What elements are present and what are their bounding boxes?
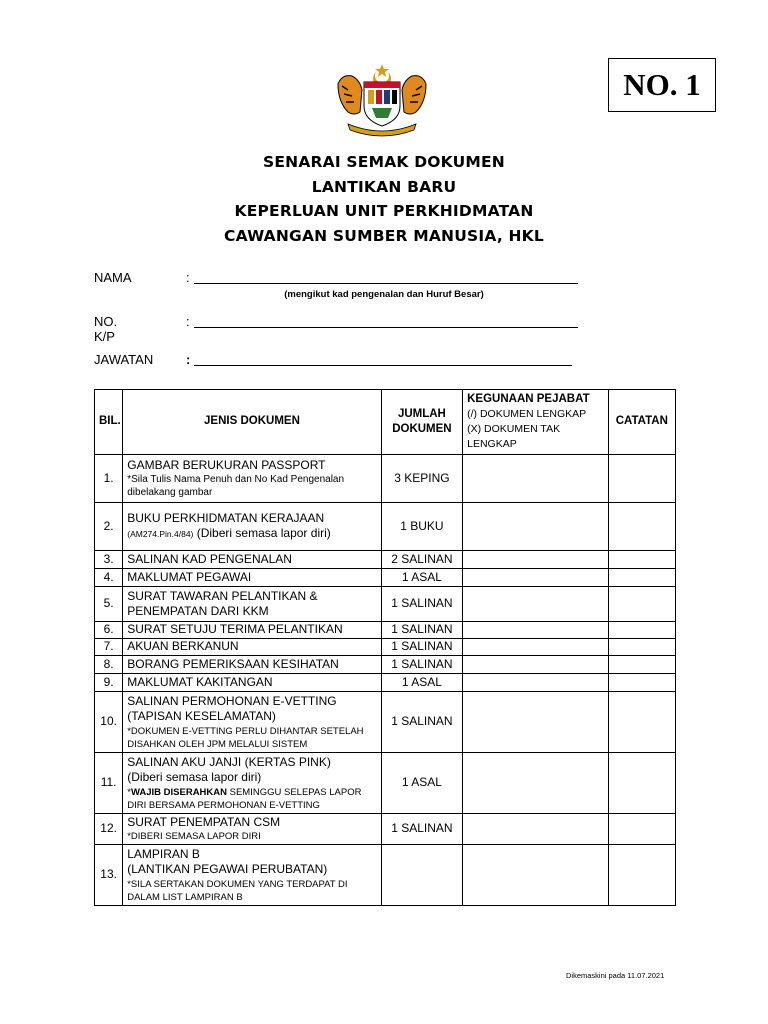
table-row bbox=[95, 503, 676, 551]
table-row bbox=[95, 569, 676, 587]
row-main: SURAT PENEMPATAN CSM bbox=[127, 814, 281, 829]
header-jumlah-2: DOKUMEN bbox=[392, 423, 452, 435]
row-jenis bbox=[123, 814, 381, 845]
header-catatan: CATATAN bbox=[608, 390, 675, 455]
row-kegunaan-cell[interactable] bbox=[463, 569, 609, 587]
row-kegunaan-cell[interactable] bbox=[463, 639, 609, 656]
row-note: *SILA SERTAKAN DOKUMEN YANG TERDAPAT DI DALAM LIST LAMPIRAN B bbox=[127, 878, 348, 903]
row-main: MAKLUMAT KAKITANGAN bbox=[123, 674, 381, 692]
row-jumlah bbox=[381, 845, 462, 906]
row-kegunaan-cell[interactable] bbox=[463, 455, 609, 503]
table-row bbox=[95, 639, 676, 656]
table-row bbox=[95, 753, 676, 814]
row-note-bold: WAJIB DISERAHKAN bbox=[130, 786, 227, 798]
nama-note: (mengikut kad pengenalan dan Huruf Besar) bbox=[284, 289, 484, 300]
row-main: LAMPIRAN B bbox=[127, 846, 200, 861]
table-row bbox=[95, 551, 676, 569]
row-bil: 5. bbox=[95, 587, 123, 622]
document-titles bbox=[0, 150, 768, 248]
table-row bbox=[95, 587, 676, 622]
row-jenis bbox=[123, 753, 381, 814]
row-jumlah: 1 SALINAN bbox=[381, 639, 462, 656]
jawatan-line[interactable] bbox=[194, 365, 572, 366]
row-main2: (LANTIKAN PEGAWAI PERUBATAN) bbox=[127, 862, 328, 876]
row-jenis bbox=[123, 845, 381, 906]
row-kegunaan-cell[interactable] bbox=[463, 622, 609, 639]
row-main: SALINAN AKU JANJI (KERTAS PINK) bbox=[127, 754, 331, 769]
row-bil: 8. bbox=[95, 656, 123, 674]
row-main: SURAT TAWARAN PELANTIKAN & bbox=[127, 588, 318, 603]
header-kegunaan-2: (X) DOKUMEN TAK LENGKAP bbox=[467, 423, 561, 450]
table-row bbox=[95, 845, 676, 906]
row-jenis bbox=[123, 503, 381, 551]
row-main: AKUAN BERKANUN bbox=[123, 639, 381, 656]
row-kegunaan-cell[interactable] bbox=[463, 503, 609, 551]
row-bil: 4. bbox=[95, 569, 123, 587]
row-main2: (TAPISAN KESELAMATAN) bbox=[127, 709, 276, 723]
row-main2: PENEMPATAN DARI KKM bbox=[127, 604, 269, 618]
jawatan-label: JAWATAN bbox=[94, 352, 154, 367]
row-kegunaan-cell[interactable] bbox=[463, 656, 609, 674]
row-jenis bbox=[123, 455, 381, 503]
row-bil: 7. bbox=[95, 639, 123, 656]
row-kegunaan-cell[interactable] bbox=[463, 674, 609, 692]
row-bil: 11. bbox=[95, 753, 123, 814]
row-bil: 2. bbox=[95, 503, 123, 551]
nokp-line[interactable] bbox=[194, 327, 578, 328]
header-jenis: JENIS DOKUMEN bbox=[123, 390, 381, 455]
row-main: MAKLUMAT PEGAWAI bbox=[123, 569, 381, 587]
nama-line[interactable] bbox=[194, 283, 578, 284]
row-bil: 13. bbox=[95, 845, 123, 906]
nokp-label: NO. K/P bbox=[94, 314, 118, 344]
table-row bbox=[95, 692, 676, 753]
row-catatan-cell[interactable] bbox=[608, 622, 675, 639]
row-jenis bbox=[123, 692, 381, 753]
row-note bbox=[127, 786, 376, 812]
row-catatan-cell[interactable] bbox=[608, 656, 675, 674]
coat-of-arms-icon bbox=[328, 62, 436, 138]
document-number-badge: NO. 1 bbox=[608, 58, 716, 112]
title-line-3: KEPERLUAN UNIT PERKHIDMATAN bbox=[234, 202, 534, 220]
row-kegunaan-cell[interactable] bbox=[463, 753, 609, 814]
row-note: *DOKUMEN E-VETTING PERLU DIHANTAR SETELAH DISAHKAN OLEH JPM MELALUI SISTEM bbox=[127, 725, 364, 750]
table-row bbox=[95, 656, 676, 674]
row-catatan-cell[interactable] bbox=[608, 551, 675, 569]
header-bil: BIL. bbox=[95, 390, 123, 455]
header-kegunaan-title: KEGUNAAN PEJABAT bbox=[467, 393, 590, 405]
row-jumlah: 1 SALINAN bbox=[381, 814, 462, 845]
row-jumlah: 1 SALINAN bbox=[381, 656, 462, 674]
table-header-row bbox=[95, 390, 676, 455]
row-note-rest: SEMINGGU SELEPAS LAPOR DIRI BERSAMA PERMOHONAN E-VETTING bbox=[127, 786, 362, 811]
title-line-1: SENARAI SEMAK DOKUMEN bbox=[263, 153, 505, 171]
row-main: SURAT SETUJU TERIMA PELANTIKAN bbox=[123, 622, 381, 639]
row-jumlah: 1 ASAL bbox=[381, 569, 462, 587]
row-catatan-cell[interactable] bbox=[608, 692, 675, 753]
row-note: *DIBERI SEMASA LAPOR DIRI bbox=[127, 831, 261, 843]
row-catatan-cell[interactable] bbox=[608, 814, 675, 845]
row-bil: 12. bbox=[95, 814, 123, 845]
row-bil: 3. bbox=[95, 551, 123, 569]
row-jumlah: 1 ASAL bbox=[381, 753, 462, 814]
row-bil: 1. bbox=[95, 455, 123, 503]
row-main: GAMBAR BERUKURAN PASSPORT bbox=[127, 457, 326, 472]
row-main: SALINAN KAD PENGENALAN bbox=[123, 551, 381, 569]
table-row bbox=[95, 814, 676, 845]
table-row bbox=[95, 622, 676, 639]
row-catatan-cell[interactable] bbox=[608, 639, 675, 656]
row-catatan-cell[interactable] bbox=[608, 845, 675, 906]
header-kegunaan-1: (/) DOKUMEN LENGKAP bbox=[467, 408, 587, 420]
row-catatan-cell[interactable] bbox=[608, 569, 675, 587]
row-jumlah: 2 SALINAN bbox=[381, 551, 462, 569]
checklist-table bbox=[94, 389, 676, 906]
nama-colon: : bbox=[186, 270, 190, 285]
row-jumlah: 1 ASAL bbox=[381, 674, 462, 692]
row-main: SALINAN PERMOHONAN E-VETTING bbox=[127, 693, 337, 708]
row-main: BUKU PERKHIDMATAN KERAJAAN bbox=[127, 510, 325, 525]
row-kegunaan-cell[interactable] bbox=[463, 692, 609, 753]
row-jumlah: 1 SALINAN bbox=[381, 622, 462, 639]
row-jenis bbox=[123, 587, 381, 622]
row-sub: (AM274.Pin.4/84) bbox=[127, 529, 194, 539]
header-jumlah-1: JUMLAH bbox=[397, 407, 446, 420]
table-row bbox=[95, 455, 676, 503]
row-kegunaan-cell[interactable] bbox=[463, 587, 609, 622]
row-jumlah: 1 SALINAN bbox=[381, 692, 462, 753]
row-catatan-cell[interactable] bbox=[608, 503, 675, 551]
header-jumlah bbox=[381, 390, 462, 455]
row-bil: 6. bbox=[95, 622, 123, 639]
jawatan-colon: : bbox=[186, 352, 191, 367]
row-catatan-cell[interactable] bbox=[608, 753, 675, 814]
row-main2: (Diberi semasa lapor diri) bbox=[127, 770, 262, 784]
row-kegunaan-cell[interactable] bbox=[463, 814, 609, 845]
row-note-prefix: * bbox=[127, 786, 131, 798]
row-bil: 10. bbox=[95, 692, 123, 753]
updated-date: Dikemaskini pada 11.07.2021 bbox=[566, 971, 665, 980]
nokp-colon: : bbox=[186, 314, 190, 329]
row-jumlah: 1 SALINAN bbox=[381, 587, 462, 622]
row-sub2: (Diberi semasa lapor diri) bbox=[193, 526, 331, 540]
header-kegunaan bbox=[463, 390, 609, 455]
nama-label: NAMA bbox=[94, 270, 132, 285]
row-jumlah: 3 KEPING bbox=[381, 455, 462, 503]
row-catatan-cell[interactable] bbox=[608, 455, 675, 503]
row-catatan-cell[interactable] bbox=[608, 674, 675, 692]
table-row bbox=[95, 674, 676, 692]
row-bil: 9. bbox=[95, 674, 123, 692]
title-line-2: LANTIKAN BARU bbox=[311, 177, 457, 196]
row-kegunaan-cell[interactable] bbox=[463, 551, 609, 569]
row-note: *Sila Tulis Nama Penuh dan No Kad Pengenalan dibelakang gambar bbox=[127, 474, 345, 499]
row-jumlah: 1 BUKU bbox=[381, 503, 462, 551]
row-main: BORANG PEMERIKSAAN KESIHATAN bbox=[123, 656, 381, 674]
title-line-4: CAWANGAN SUMBER MANUSIA, HKL bbox=[224, 226, 544, 245]
row-kegunaan-cell[interactable] bbox=[463, 845, 609, 906]
row-catatan-cell[interactable] bbox=[608, 587, 675, 622]
